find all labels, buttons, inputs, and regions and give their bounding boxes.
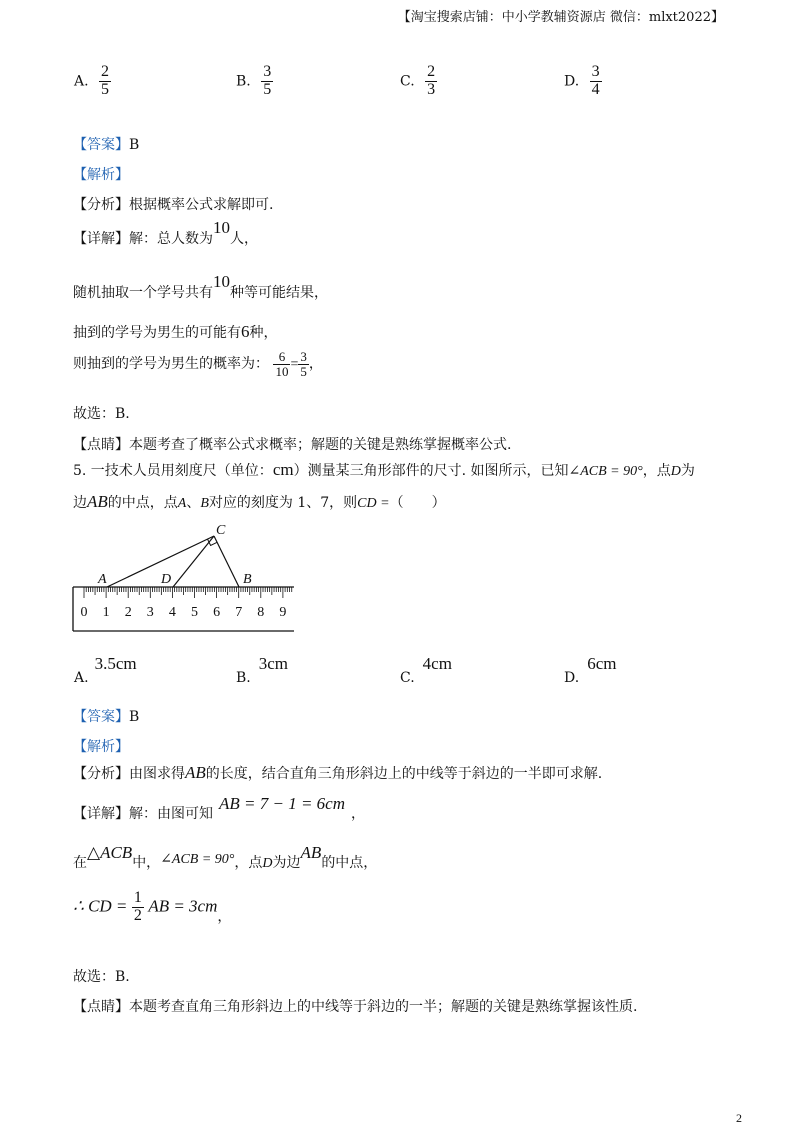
fraction-denominator: 3: [427, 80, 436, 98]
ruler-number: 9: [279, 605, 287, 620]
page-number: 2: [736, 1111, 742, 1125]
option-label: A.: [74, 73, 89, 90]
q4-dianjing: [73, 434, 511, 454]
stem-text: 为: [680, 463, 695, 479]
ruler-number: 4: [168, 605, 176, 620]
q4-analysis-tag: 【解析】: [73, 167, 129, 183]
stem-angle: ∠ACB = 90°: [568, 464, 643, 479]
fenxi-segment: AB: [185, 763, 206, 782]
q5-dianjing: [73, 996, 637, 1016]
equals-sign: =: [290, 357, 299, 373]
ruler-number: 7: [235, 605, 243, 620]
option-fraction: [425, 64, 437, 99]
option-label: D.: [564, 670, 580, 686]
ruler-number: 2: [124, 605, 132, 620]
detail-angle: ∠ACB = 90°: [160, 852, 235, 867]
detail-text: 随机抽取一个学号共有: [73, 285, 213, 301]
fraction-numerator: 3: [591, 63, 600, 80]
dianjing-tag: 【点睛】: [73, 437, 129, 453]
xiangjie-tag: 【详解】: [73, 231, 129, 247]
q5-detail-line2: [73, 843, 378, 872]
fenxi-text: 的长度，结合直角三角形斜边上的中线等于斜边的一半即可求解.: [205, 766, 603, 782]
answer-tag: 【答案】: [73, 709, 129, 725]
fenxi-tag: 【分析】: [73, 197, 129, 213]
fraction-denominator: 5: [300, 363, 307, 379]
fraction-numerator: 1: [133, 889, 142, 906]
page-header: 【淘宝搜索店铺：中小学教辅资源店 微信：mlxt2022】: [397, 10, 724, 25]
detail-text: 种，: [249, 325, 278, 341]
detail-text: 为边: [272, 855, 301, 871]
fraction: [132, 890, 144, 925]
option-label: A.: [74, 670, 89, 686]
dianjing-text: 本题考查直角三角形斜边上的中线等于斜边的一半；解题的关键是熟练掌握该性质.: [129, 999, 638, 1015]
ruler-number: 1: [102, 605, 110, 620]
detail-text: 中，: [132, 855, 161, 871]
option-label: B.: [236, 670, 251, 686]
fraction-numerator: 2: [101, 63, 110, 80]
detail-number: 10: [213, 218, 230, 237]
q5-option-c: [400, 654, 452, 686]
option-label: B.: [236, 73, 251, 90]
fenxi-tag: 【分析】: [73, 766, 129, 782]
answer-tag: 【答案】: [73, 137, 129, 153]
q4-option-c: [400, 64, 437, 99]
dianjing-text: 本题考查了概率公式求概率；解题的关键是熟练掌握概率公式.: [129, 437, 512, 453]
segment-cd: [173, 536, 214, 587]
stem-text: 、: [186, 495, 201, 511]
answer-value: B: [129, 709, 140, 725]
detail-text: 抽到的学号为男生的可能有: [73, 325, 241, 341]
fraction-numerator: 3: [263, 63, 272, 80]
q5-option-d: [564, 654, 617, 686]
fenxi-text: 由图求得: [129, 766, 185, 782]
q4-choose: 故选：B.: [73, 406, 130, 422]
detail-text: 人，: [230, 231, 258, 247]
ruler-number: 0: [80, 605, 88, 620]
option-value: 3.5cm: [94, 654, 137, 673]
segment-cb: [214, 536, 239, 587]
detail-text: 解：由图可知: [129, 806, 213, 822]
q4-fenxi: [73, 194, 273, 214]
detail-segment: AB: [300, 843, 322, 862]
stem-expression: CD =: [357, 496, 390, 511]
detail-number: 10: [213, 272, 230, 291]
ruler-number: 5: [191, 605, 198, 620]
fraction: [273, 350, 290, 378]
stem-text: 5. 一技术人员用刻度尺（单位：: [73, 463, 273, 479]
q5-stem-line2: [73, 492, 446, 512]
detail-text: ，: [308, 356, 323, 373]
detail-expression: AB = 3cm: [148, 896, 218, 916]
q4-detail-line3: [73, 322, 278, 342]
fraction-numerator: 3: [300, 349, 307, 364]
ruler-number: 3: [146, 605, 154, 620]
stem-text: ）测量某三角形部件的尺寸. 如图所示，已知: [293, 463, 569, 479]
option-fraction: [261, 64, 273, 99]
label-a: A: [98, 572, 107, 587]
q4-detail-line4: [73, 350, 323, 378]
option-fraction: [99, 64, 111, 99]
label-c: C: [216, 523, 226, 538]
xiangjie-tag: 【详解】: [73, 806, 129, 822]
fenxi-text: 根据概率公式求解即可.: [129, 197, 274, 213]
option-value: 4cm: [422, 654, 452, 673]
detail-text: ，: [351, 806, 366, 822]
option-value: 3cm: [258, 654, 289, 673]
fraction: [298, 350, 309, 378]
fraction-numerator: 2: [427, 63, 436, 80]
q5-choose: 故选：B.: [73, 969, 130, 985]
fraction-denominator: 4: [591, 80, 600, 98]
q5-answer: [73, 706, 139, 726]
stem-text: 对应的刻度为 1、7，则: [208, 495, 358, 511]
q4-option-a: [74, 64, 111, 99]
stem-text: ，点: [642, 463, 671, 479]
detail-text: 在: [73, 855, 87, 871]
q5-option-a: [74, 654, 137, 686]
fraction-denominator: 10: [275, 363, 289, 379]
q4-option-d: [564, 64, 602, 99]
ruler-number: 6: [213, 605, 221, 620]
option-label: C.: [400, 73, 415, 90]
dianjing-tag: 【点睛】: [73, 999, 129, 1015]
option-fraction: [590, 64, 602, 99]
q4-answer: [73, 134, 139, 154]
q4-option-b: [236, 64, 273, 99]
fraction-denominator: 2: [133, 906, 142, 924]
q5-detail-line3: [73, 890, 231, 925]
stem-segment: AB: [87, 492, 108, 511]
q5-fenxi: [73, 763, 602, 783]
fraction-denominator: 5: [101, 80, 110, 98]
detail-expression: AB = 7 − 1 = 6cm: [219, 794, 346, 813]
q4-detail-line2: [73, 272, 328, 302]
detail-text: ，点: [234, 855, 263, 871]
label-b: B: [243, 572, 252, 587]
q5-option-b: [236, 654, 289, 686]
option-label: D.: [564, 73, 580, 90]
stem-unit: cm: [272, 460, 294, 479]
detail-number: 6: [241, 322, 250, 341]
option-value: 6cm: [587, 654, 617, 673]
q5-detail-line1: [73, 794, 366, 823]
stem-point: A: [177, 496, 187, 511]
label-d: D: [161, 572, 172, 587]
detail-text: 种等可能结果，: [230, 285, 328, 301]
detail-point: D: [262, 856, 273, 871]
detail-expression: ∴ CD =: [73, 896, 128, 916]
stem-text: 的中点，点: [107, 495, 178, 511]
stem-point: B: [200, 496, 209, 511]
stem-point: D: [670, 464, 681, 479]
stem-text: （ ）: [389, 495, 446, 511]
q5-analysis-tag: 【解析】: [73, 739, 129, 755]
ruler-number: 8: [257, 605, 265, 620]
detail-text: 的中点，: [321, 855, 378, 871]
q4-detail-line1: [73, 218, 258, 248]
stem-text: 边: [73, 495, 87, 511]
option-label: C.: [400, 670, 415, 686]
detail-text: 则抽到的学号为男生的概率为：: [73, 356, 269, 373]
ruler-numbers: [81, 605, 287, 620]
detail-triangle: △ACB: [87, 843, 133, 862]
fraction-denominator: 5: [263, 80, 272, 98]
detail-text: ，: [217, 909, 232, 926]
q5-stem-line1: [73, 460, 695, 480]
ruler-ticks: [84, 587, 292, 598]
answer-value: B: [129, 137, 140, 153]
detail-text: 解：总人数为: [129, 231, 213, 247]
fraction-numerator: 6: [273, 350, 290, 365]
ruler-triangle-figure: [70, 520, 300, 635]
